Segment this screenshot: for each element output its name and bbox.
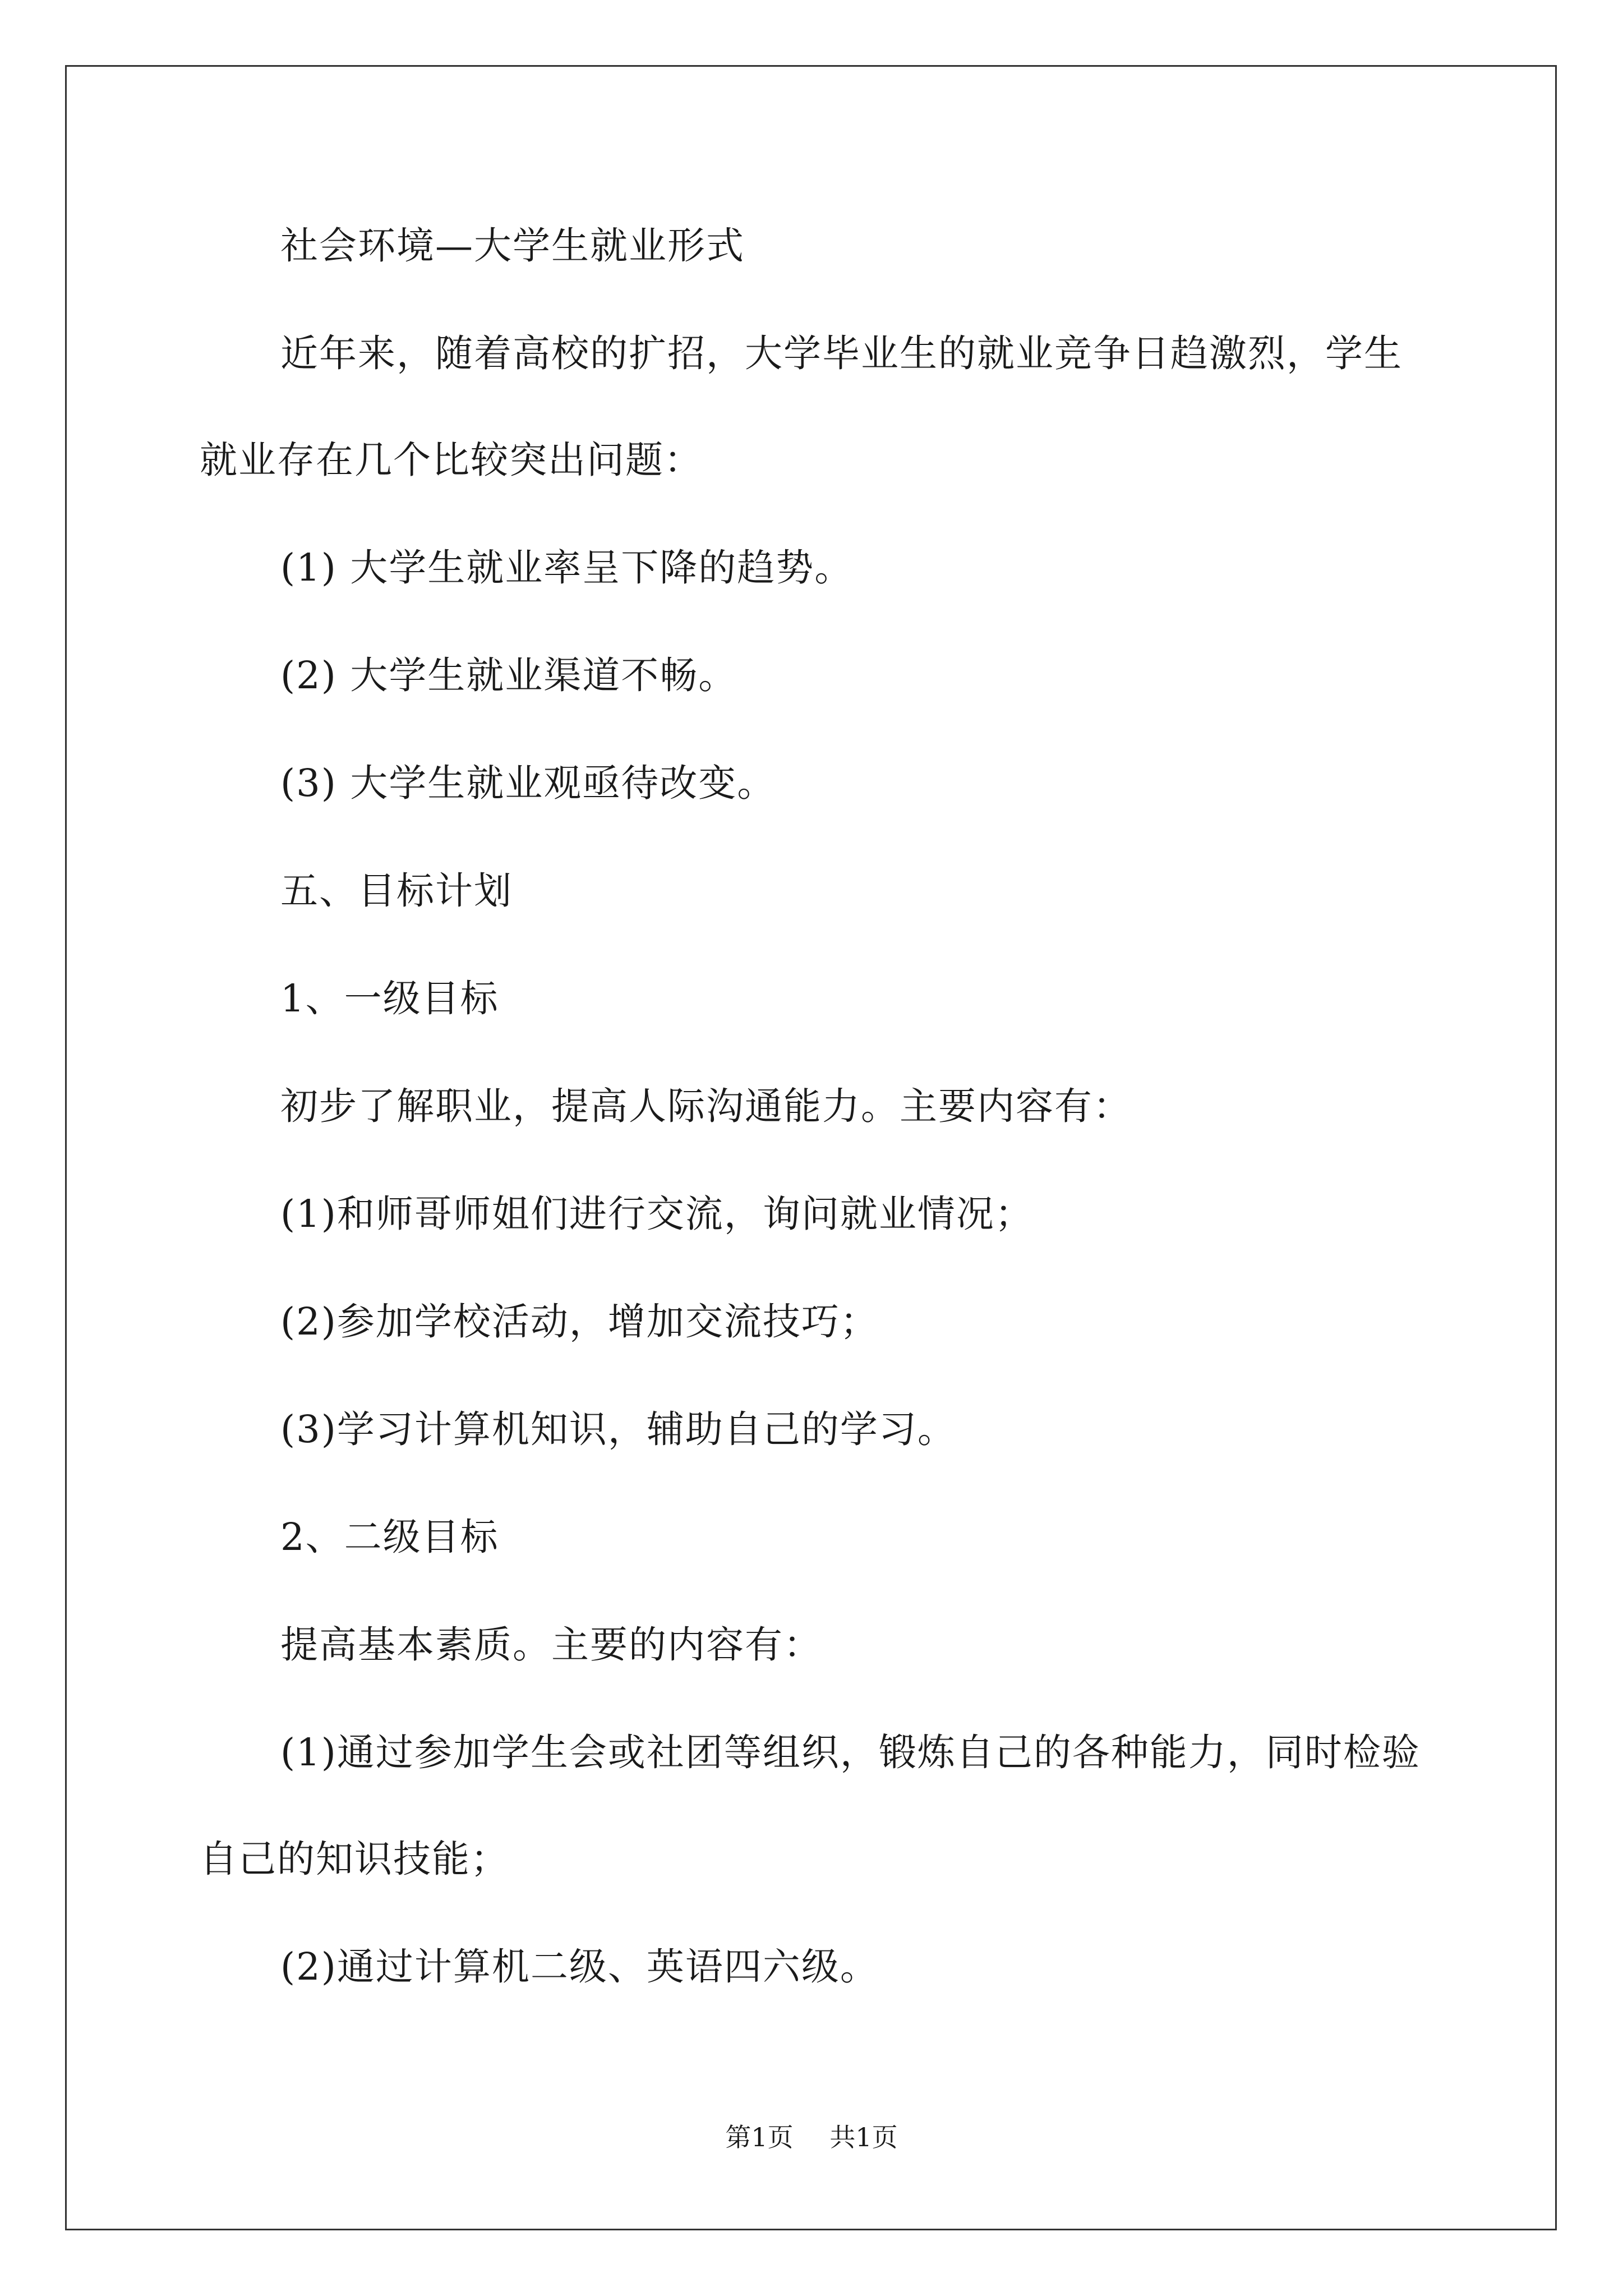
section-heading-goals: 五、目标计划: [280, 869, 513, 913]
subheading-level-2-goal: 2、二级目标: [280, 1515, 499, 1559]
list-item: (1)和师哥师姐们进行交流，询问就业情况；: [280, 1192, 1034, 1236]
subheading-level-1-goal: 1、一级目标: [280, 977, 499, 1020]
paragraph-level-1-summary: 初步了解职业，提高人际沟通能力。主要内容有：: [280, 1084, 1132, 1128]
page-number: 第1页: [725, 2122, 794, 2152]
page-total: 共1页: [829, 2122, 898, 2152]
list-item: (2)参加学校活动，增加交流技巧；: [280, 1300, 879, 1343]
list-item: (1) 大学生就业率呈下降的趋势。: [280, 546, 854, 590]
section-heading-environment: 社会环境—大学生就业形式: [280, 224, 745, 268]
list-item: (3)学习计算机知识，辅助自己的学习。: [280, 1407, 956, 1451]
list-item: (2) 大学生就业渠道不畅。: [280, 654, 737, 697]
list-item: (1)通过参加学生会或社团等组织，锻炼自己的各种能力，同时检验自己的知识技能；: [200, 1731, 1421, 1881]
paragraph-level-2-summary: 提高基本素质。主要的内容有：: [280, 1623, 822, 1667]
page-footer: [0, 2117, 1623, 2154]
paragraph-intro: 近年来，随着高校的扩招，大学毕业生的就业竞争日趋激烈，学生就业存在几个比较突出问题：: [200, 332, 1403, 482]
list-item: (2)通过计算机二级、英语四六级。: [280, 1945, 879, 1989]
list-item: (3) 大学生就业观亟待改变。: [280, 761, 776, 805]
document-body: [200, 219, 1439, 2047]
